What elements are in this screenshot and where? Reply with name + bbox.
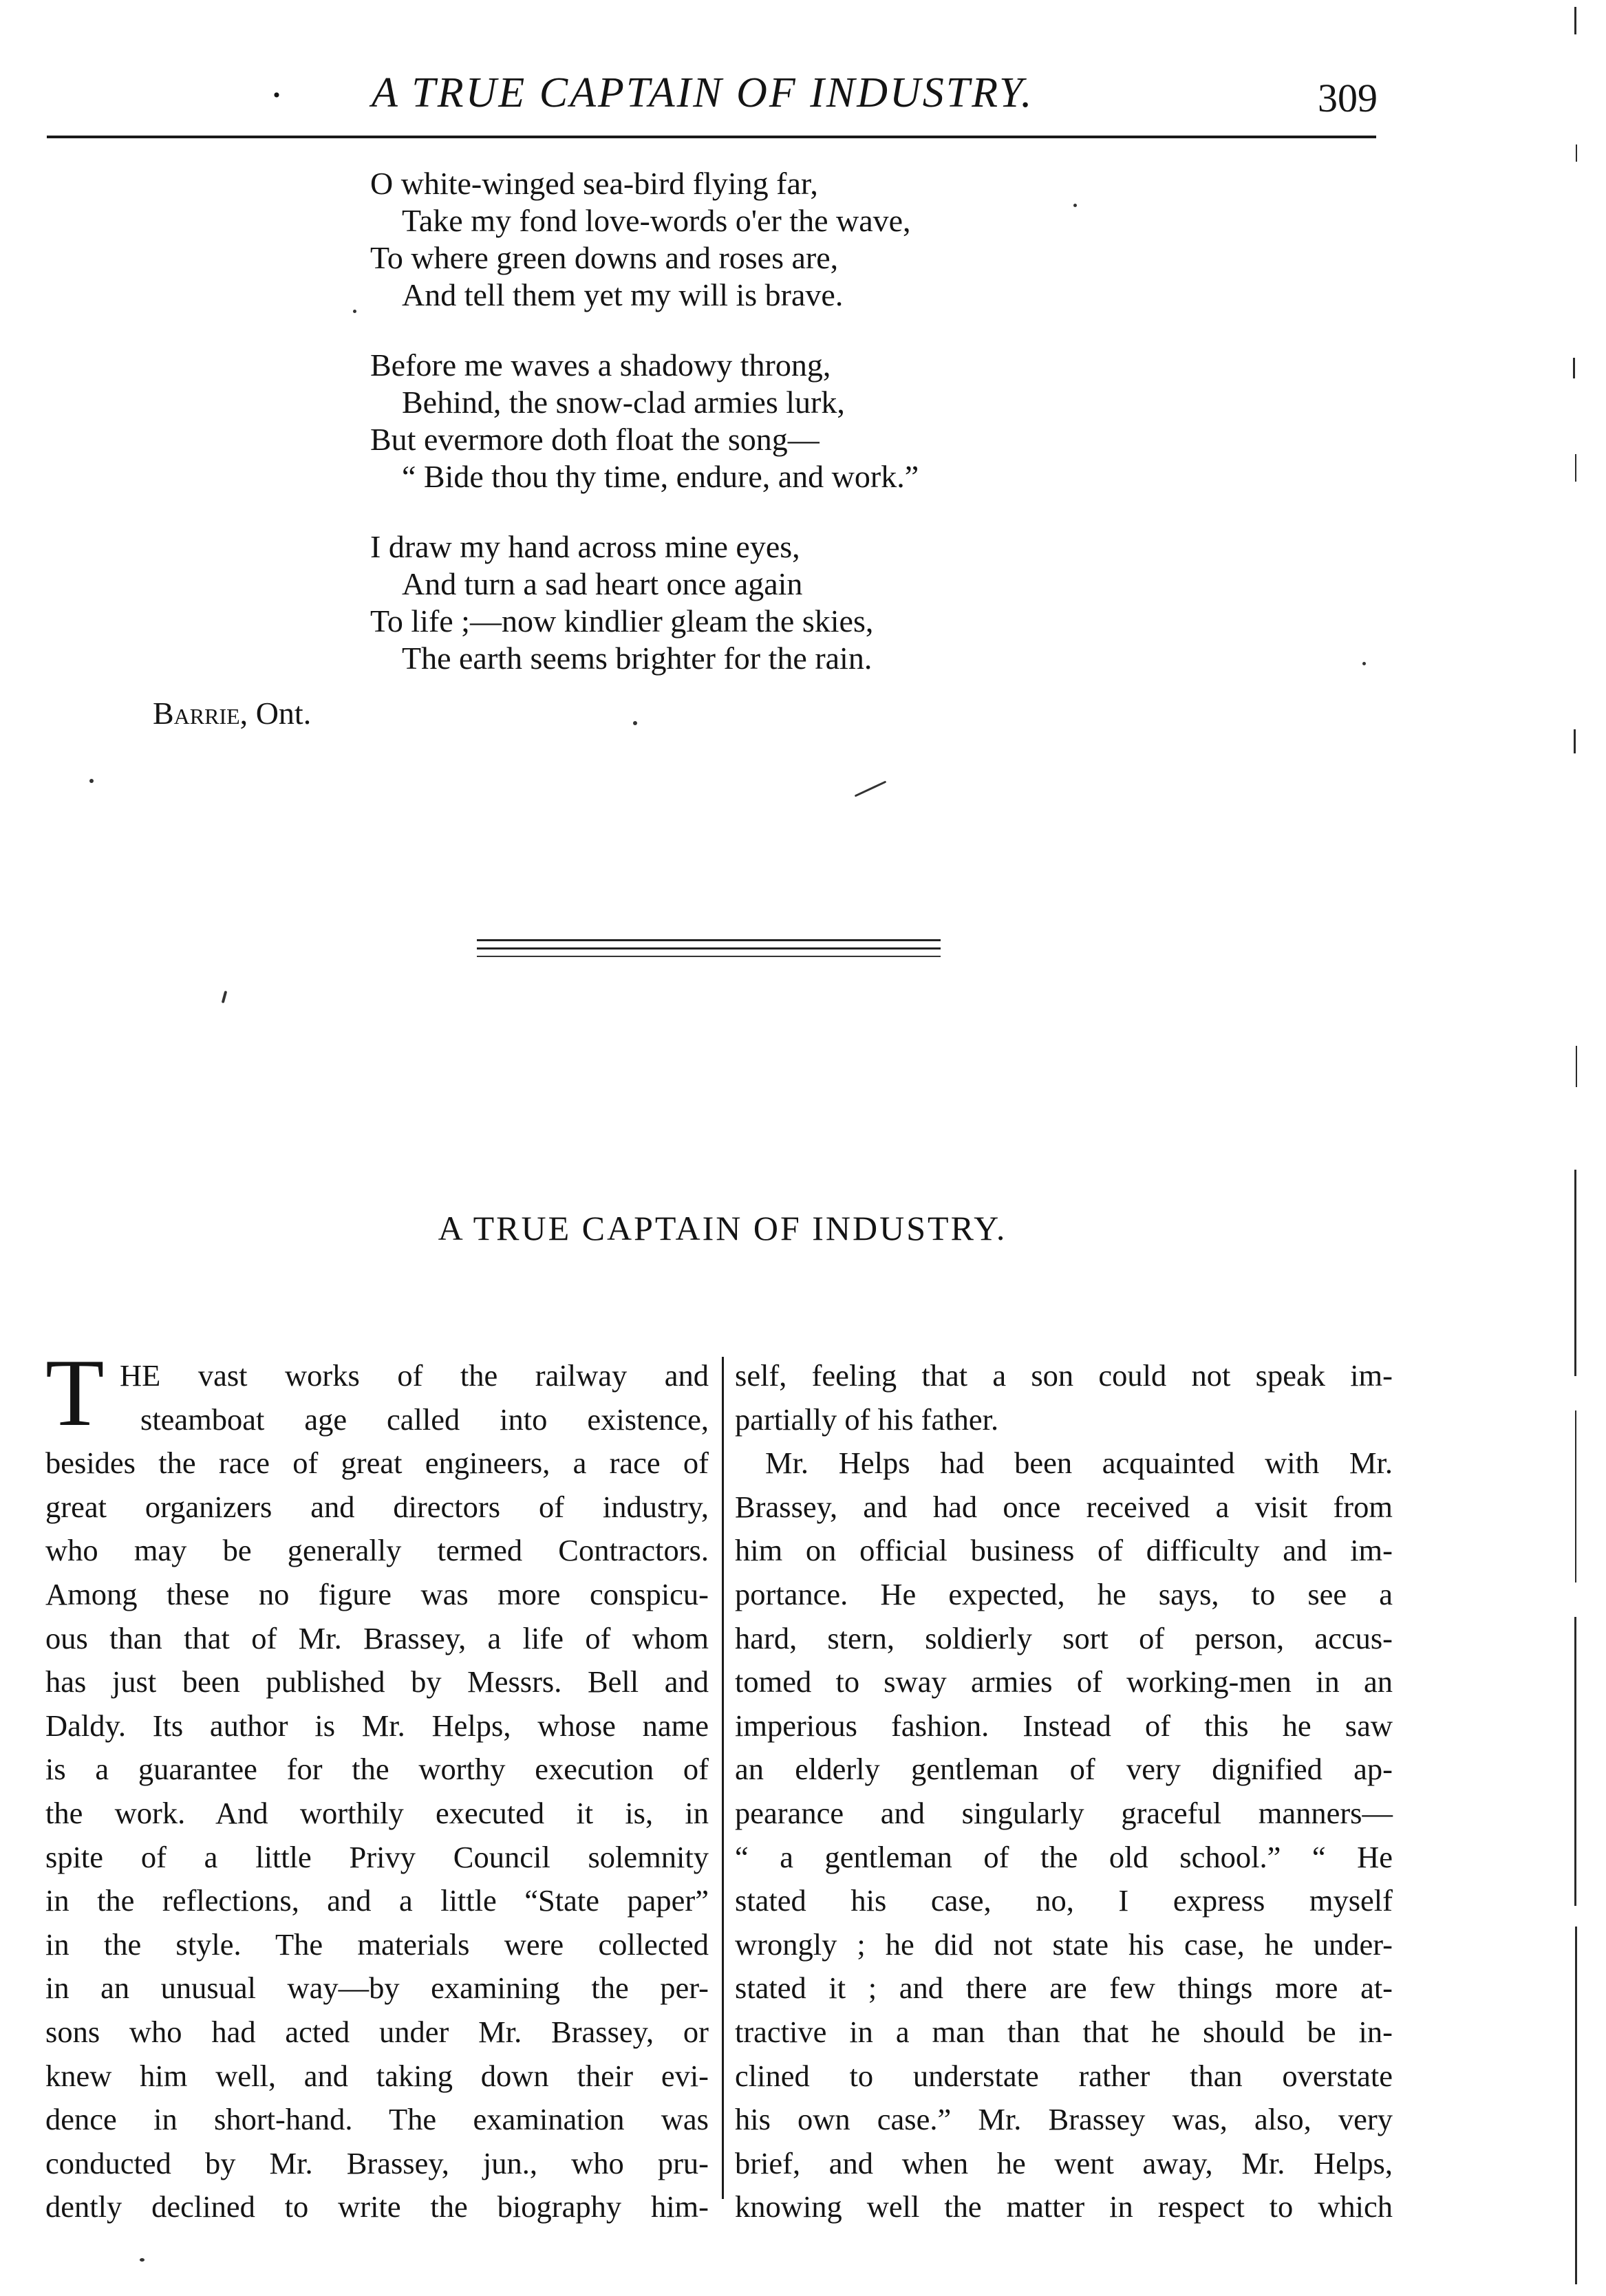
section-divider	[477, 939, 941, 957]
divider-line	[477, 947, 941, 949]
text-line: portance. He expected, he says, to see a	[735, 1576, 1393, 1611]
text-line: “ a gentleman of the old school.” “ He	[735, 1839, 1393, 1874]
divider-line	[477, 939, 941, 941]
text-line: ous than that of Mr. Brassey, a life of whom	[45, 1620, 709, 1655]
scan-speck	[1073, 204, 1077, 207]
text-line: sons who had acted under Mr. Brassey, or	[45, 2014, 709, 2049]
page-number: 309	[1318, 76, 1378, 120]
text-line: spite of a little Privy Council solemnity	[45, 1839, 709, 1874]
text-line: stated his case, no, I express myself	[735, 1883, 1393, 1918]
scan-speck	[633, 721, 637, 725]
text-line: him on official business of difficulty and im-	[735, 1533, 1393, 1568]
text-line: stated it ; and there are few things more at-	[735, 1971, 1393, 2006]
text-line: pearance and singularly graceful manners—	[735, 1795, 1393, 1830]
text-line: hard, stern, soldierly sort of person, accus-	[735, 1620, 1393, 1655]
text-line: clined to understate rather than overstate	[735, 2058, 1393, 2093]
scan-speck	[353, 310, 356, 313]
text-line: wrongly ; he did not state his case, he under-	[735, 1927, 1393, 1962]
header-dot-mark: ·	[270, 72, 283, 118]
poem-line: And tell them yet my will is brave.	[402, 277, 844, 312]
poem-line: The earth seems brighter for the rain.	[402, 641, 872, 676]
scan-margin-noise	[1562, 0, 1589, 2296]
text-line: an elderly gentleman of very dignified ap-	[735, 1752, 1393, 1787]
poem-line: Before me waves a shadowy throng,	[370, 347, 831, 383]
header-rule	[47, 136, 1376, 138]
poem-line: O white-winged sea-bird flying far,	[370, 166, 818, 201]
text-line: imperious fashion. Instead of this he saw	[735, 1708, 1393, 1743]
text-line: brief, and when he went away, Mr. Helps,	[735, 2145, 1393, 2180]
text-line: dently declined to write the biography him-	[45, 2189, 709, 2224]
scan-speck	[222, 991, 228, 1003]
article-title: A TRUE CAPTAIN OF INDUSTRY.	[438, 1209, 1007, 1247]
text-line: Mr. Helps had been acquainted with Mr.	[765, 1446, 1393, 1481]
text-line: self, feeling that a son could not speak im-	[735, 1358, 1393, 1393]
text-line: Daldy. Its author is Mr. Helps, whose name	[45, 1708, 709, 1743]
poem-stanza-1	[370, 165, 919, 314]
poem-line: Take my fond love-words o'er the wave,	[402, 203, 911, 238]
text-line: tomed to sway armies of working-men in an	[735, 1664, 1393, 1699]
article-column-right	[735, 1354, 1393, 2229]
poem	[370, 165, 919, 710]
poem-signature	[153, 695, 311, 732]
text-line: his own case.” Mr. Brassey was, also, very	[735, 2102, 1393, 2137]
text-line: besides the race of great engineers, a race of	[45, 1446, 709, 1481]
scan-speck	[89, 779, 94, 783]
poem-line: To life ;—now kindlier gleam the skies,	[370, 603, 874, 639]
article-column-left	[45, 1340, 709, 2229]
text-line: knew him well, and taking down their evi-	[45, 2058, 709, 2093]
text-line: steamboat age called into existence,	[140, 1402, 709, 1437]
poem-line: I draw my hand across mine eyes,	[370, 529, 800, 564]
text-line: is a guarantee for the worthy execution of	[45, 1752, 709, 1787]
text-line: partially of his father.	[735, 1402, 999, 1437]
text-line: the work. And worthily executed it is, in	[45, 1795, 709, 1830]
drop-cap: T	[45, 1340, 105, 1446]
text-line: knowing well the matter in respect to which	[735, 2189, 1393, 2224]
text-line: HE vast works of the railway and	[120, 1358, 709, 1393]
text-line: who may be generally termed Contractors.	[45, 1533, 709, 1568]
poem-line: “ Bide thou thy time, endure, and work.”	[402, 459, 919, 494]
text-line: Among these no figure was more conspicu-	[45, 1576, 709, 1611]
scan-speck	[855, 781, 887, 797]
text-line: in the reflections, and a little “State paper”	[45, 1883, 709, 1918]
text-line: has just been published by Messrs. Bell and	[45, 1664, 709, 1699]
signature-place: Barrie,	[153, 696, 248, 731]
text-line: tractive in a man than that he should be in-	[735, 2014, 1393, 2049]
divider-line	[477, 956, 941, 957]
poem-line: Behind, the snow-clad armies lurk,	[402, 385, 845, 420]
scan-speck	[1362, 662, 1366, 665]
text-line: Brassey, and had once received a visit from	[735, 1489, 1393, 1524]
text-line: dence in short-hand. The examination was	[45, 2102, 709, 2137]
poem-line: And turn a sad heart once again	[402, 566, 803, 601]
text-line: in an unusual way—by examining the per-	[45, 1971, 709, 2006]
text-line: in the style. The materials were collected	[45, 1927, 709, 1962]
running-head: A TRUE CAPTAIN OF INDUSTRY.	[372, 69, 1034, 116]
column-rule	[722, 1357, 724, 2199]
text-line: conducted by Mr. Brassey, jun., who pru-	[45, 2145, 709, 2180]
text-line: great organizers and directors of industry,	[45, 1489, 709, 1524]
scan-speck	[140, 2258, 144, 2262]
poem-stanza-2	[370, 347, 919, 495]
poem-stanza-3	[370, 528, 919, 677]
poem-line: To where green downs and roses are,	[370, 240, 839, 275]
signature-region: Ont.	[255, 696, 312, 731]
poem-line: But evermore doth float the song—	[370, 422, 820, 457]
